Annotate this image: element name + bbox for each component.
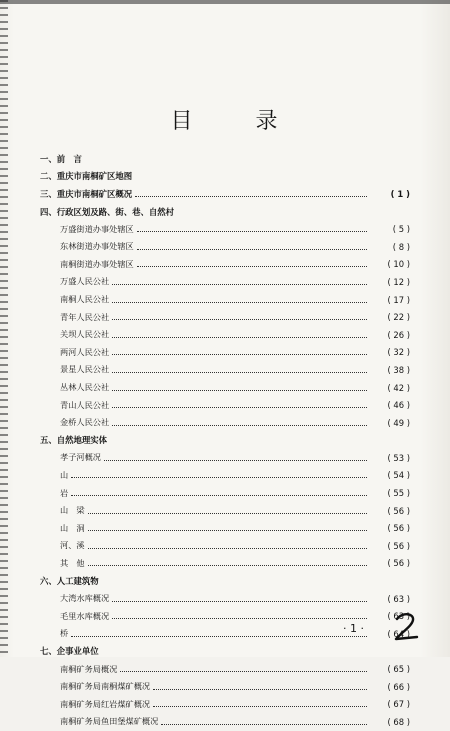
- toc-page-number: ( 56 ): [387, 523, 410, 534]
- binding-edge: [0, 0, 8, 657]
- toc-entry-label: 七、企事业单位: [40, 646, 99, 657]
- toc-entry-label: 南桐矿务局鱼田堡煤矿概况: [60, 716, 159, 727]
- toc-entry-row: [40, 660, 410, 678]
- toc-entry-row: [40, 414, 410, 432]
- toc-page-number: ( 66 ): [387, 681, 410, 692]
- dot-leader: [104, 459, 367, 461]
- toc-entry-label: 山: [60, 469, 69, 480]
- toc-entry-label: 丛林人民公社: [60, 382, 110, 393]
- toc-entry-label: 三、重庆市南桐矿区概况: [40, 188, 133, 199]
- toc-entry-label: 青年人民公社: [60, 311, 110, 322]
- toc-page-number: ( 64 ): [387, 628, 410, 639]
- toc-entry-row: [40, 713, 410, 731]
- toc-entry-label: 桥: [60, 628, 69, 639]
- toc-section-row: [40, 185, 410, 203]
- toc-entry-row: [40, 379, 410, 397]
- toc-entry-label: 一、前 言: [40, 153, 82, 164]
- dot-leader: [112, 353, 367, 355]
- toc-page-number: ( 32 ): [387, 347, 410, 358]
- toc-page-number: ( 68 ): [387, 716, 410, 727]
- toc-entry-row: [40, 590, 410, 608]
- toc-entry-row: [40, 555, 410, 573]
- toc-entry-label: 岩: [60, 487, 69, 498]
- toc-entry-label: 南桐街道办事处辖区: [60, 258, 134, 269]
- toc-page-number: ( 56 ): [387, 540, 410, 551]
- toc-entry-label: 山 洞: [60, 522, 85, 533]
- toc-entry-label: 大湾水库概况: [60, 593, 110, 604]
- dot-leader: [88, 512, 367, 514]
- toc-entry-label: 东林街道办事处辖区: [60, 241, 134, 252]
- dot-leader: [112, 389, 367, 391]
- toc-entry-label: 关坝人民公社: [60, 329, 110, 340]
- toc-section-row: [40, 168, 410, 186]
- toc-section-row: [40, 150, 410, 168]
- dot-leader: [112, 617, 367, 619]
- toc-entry-row: [40, 273, 410, 291]
- dot-leader: [88, 547, 367, 549]
- toc-entry-row: [40, 361, 410, 379]
- toc-page-number: ( 49 ): [387, 417, 410, 428]
- toc-entry-label: 南桐矿务局红岩煤矿概况: [60, 698, 151, 709]
- toc-entry-row: [40, 449, 410, 467]
- toc-page-number: ( 10 ): [387, 259, 410, 270]
- toc-entry-row: [40, 695, 410, 713]
- dot-leader: [112, 406, 367, 408]
- dot-leader: [120, 670, 367, 672]
- table-of-contents: [40, 150, 410, 731]
- dot-leader: [71, 635, 367, 637]
- dot-leader: [71, 494, 367, 496]
- dot-leader: [112, 283, 367, 285]
- toc-entry-row: [40, 291, 410, 309]
- toc-entry-label: 南桐矿务局概况: [60, 663, 118, 674]
- toc-page-number: ( 17 ): [387, 294, 410, 305]
- toc-page-number: ( 56 ): [387, 505, 410, 516]
- toc-entry-label: 其 他: [60, 557, 85, 568]
- toc-page-number: ( 8 ): [392, 241, 410, 252]
- page-number: · 1 ·: [343, 622, 364, 635]
- toc-page-number: ( 56 ): [387, 558, 410, 569]
- dot-leader: [71, 476, 367, 478]
- toc-entry-label: 两河人民公社: [60, 346, 110, 357]
- dot-leader: [135, 195, 367, 197]
- toc-entry-row: [40, 484, 410, 502]
- toc-page-number: ( 38 ): [387, 364, 410, 375]
- toc-section-row: [40, 643, 410, 661]
- dot-leader: [137, 248, 367, 250]
- dot-leader: [112, 600, 367, 602]
- toc-section-row: [40, 572, 410, 590]
- toc-page-number: ( 54 ): [387, 470, 410, 481]
- dot-leader: [112, 318, 367, 320]
- dot-leader: [112, 371, 367, 373]
- toc-page-number: ( 55 ): [387, 488, 410, 499]
- toc-section-row: [40, 203, 410, 221]
- toc-page-number: ( 12 ): [387, 276, 410, 287]
- toc-entry-row: [40, 344, 410, 362]
- toc-entry-row: [40, 238, 410, 256]
- dot-leader: [112, 301, 367, 303]
- toc-entry-row: [40, 502, 410, 520]
- toc-entry-label: 景星人民公社: [60, 364, 110, 375]
- toc-page-number: ( 67 ): [387, 699, 410, 710]
- toc-page-number: ( 53 ): [387, 452, 410, 463]
- dot-leader: [161, 723, 367, 725]
- toc-entry-label: 金桥人民公社: [60, 417, 110, 428]
- toc-entry-row: [40, 519, 410, 537]
- scan-edge-top: [0, 0, 450, 4]
- toc-page-number: ( 46 ): [387, 400, 410, 411]
- toc-page-number: ( 22 ): [387, 312, 410, 323]
- dot-leader: [137, 230, 367, 232]
- toc-entry-label: 南桐矿务局南桐煤矿概况: [60, 681, 151, 692]
- toc-page-number: ( 63 ): [387, 611, 410, 622]
- toc-entry-label: 万盛街道办事处辖区: [60, 223, 134, 234]
- toc-entry-label: 山 梁: [60, 505, 85, 516]
- dot-leader: [88, 529, 367, 531]
- toc-entry-label: 河、溪: [60, 540, 85, 551]
- toc-page-number: ( 65 ): [387, 664, 410, 675]
- toc-title: 目 录: [170, 109, 306, 134]
- toc-page-number: ( 26 ): [387, 329, 410, 340]
- toc-section-row: [40, 432, 410, 450]
- toc-entry-row: [40, 467, 410, 485]
- toc-entry-row: [40, 326, 410, 344]
- toc-entry-label: 南桐人民公社: [60, 294, 110, 305]
- dot-leader: [153, 705, 367, 707]
- toc-entry-row: [40, 537, 410, 555]
- toc-page-number: ( 42 ): [387, 382, 410, 393]
- dot-leader: [112, 336, 367, 338]
- toc-entry-label: 二、重庆市南桐矿区地图: [40, 171, 133, 182]
- toc-entry-row: [40, 396, 410, 414]
- toc-entry-label: 六、人工建筑物: [40, 576, 99, 587]
- dot-leader: [137, 265, 367, 267]
- toc-entry-label: 孝子河概况: [60, 452, 101, 463]
- toc-page-number: ( 5 ): [392, 224, 410, 235]
- dot-leader: [88, 564, 367, 566]
- toc-entry-row: [40, 256, 410, 274]
- handwritten-mark: [390, 610, 424, 644]
- toc-entry-row: [40, 308, 410, 326]
- dot-leader: [112, 424, 367, 426]
- toc-entry-row: [40, 220, 410, 238]
- toc-page-number: ( 1 ): [390, 188, 410, 199]
- toc-page-number: ( 63 ): [387, 593, 410, 604]
- dot-leader: [153, 688, 367, 690]
- toc-entry-label: 四、行政区划及路、街、巷、自然村: [40, 206, 174, 217]
- toc-entry-row: [40, 678, 410, 696]
- toc-entry-label: 五、自然地理实体: [40, 435, 107, 446]
- toc-entry-label: 万盛人民公社: [60, 276, 110, 287]
- toc-entry-label: 毛里水库概况: [60, 610, 110, 621]
- toc-entry-label: 青山人民公社: [60, 399, 110, 410]
